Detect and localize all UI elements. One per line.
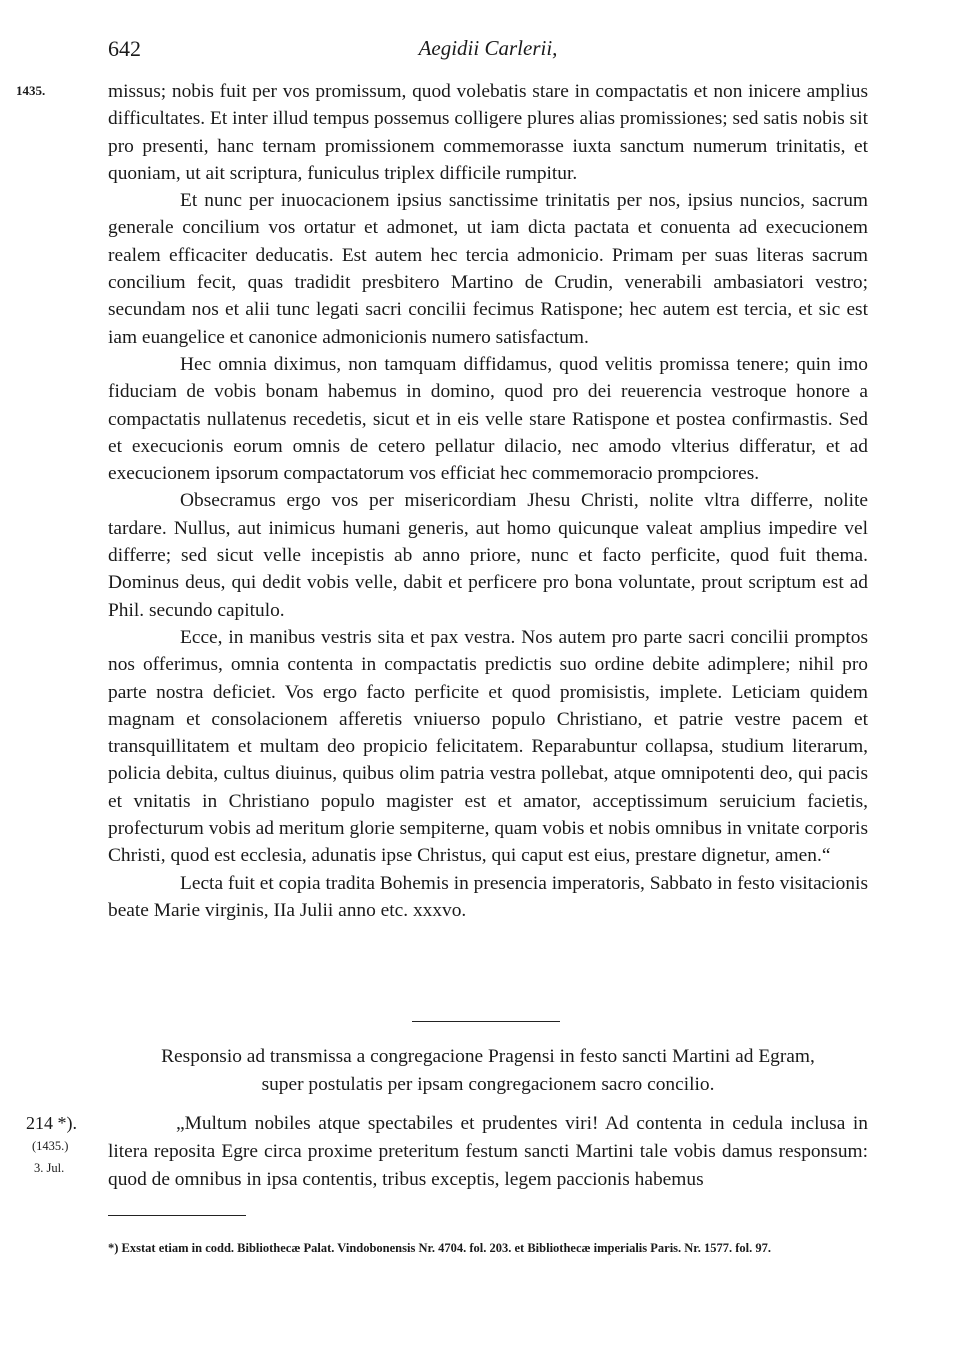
running-title: Aegidii Carlerii, <box>418 36 558 60</box>
paragraph: missus; nobis fuit per vos promissum, quod volebatis stare in compactatis et non inicere amplius difficultates. Et inter illud tempus possemus colligere plures alias promissiones; sed satis nobis sit pro presenti, hanc ternam promissionem commemorasse iuxta sanctum numerum trinitatis, et quoniam, ut ait scriptura, funiculus triplex difficile rumpitur. <box>108 81 868 184</box>
paragraph: Hec omnia diximus, non tamquam diffidamus, quod velitis promissa tenere; quin imo fiduciam de vobis bonam habemus in domino, quod pro dei reuerencia vestroque honore a compactatis nullatenus recedetis, sicut et in eis velle stare Ratispone et postea confirmastis. Sed et execucionis eorum omnis de cetero pellatur dilacio, nec amodo vlterius differatur, et ad execucionem ipsorum compactatorum vos efficiat hec commemoracio prompciores. <box>108 353 868 485</box>
document-number: 214 *). <box>26 1113 77 1133</box>
paragraph: Ecce, in manibus vestris sita et pax vestra. Nos autem pro parte sacri concilii promptos nos offerimus, omnia contenta in compactatis predictis suo ordine debite adimplere; nihil pro parte nostra deficiet. Vos ergo facto perficite et quod promisistis, implete. Leticiam quidem magnam et consolacionem afferetis vniuerso populo Christiano, et patrie vestre pacem et transquillitatem et multam deo propicio felicitatem. Reparabuntur collapsa, studium literarum, policia debita, cultus diuinus, quibus olim patria vestra pollebat, atque omnipotenti deo, qui pacis et vnitatis in Christiano populo magister est et amator, acceptissimum seruicium facietis, profecturum vobis ad meritum glorie sempiterne, quam vobis et nobis omnibus in vnitate corporis Christi, quod est ecclesia, adunatis ipse Christus, qui caput est eius, prestare dignetur, amen.“ <box>108 626 868 867</box>
main-text <box>108 78 868 924</box>
section-divider <box>412 1021 560 1022</box>
paragraph: Obsecramus ergo vos per misericordiam Jhesu Christi, nolite vltra differre, nolite tardare. Nullus, aut inimicus humani generis, aut homo quicunque valeat amplius impedire vel differre; sed sicut velle incepistis ab anno priore, nunc et facto perficite, quod fuit thema. Dominus deus, qui dedit vobis velle, dabit et perficere pro bona voluntate, prout scriptum est ad Phil. secundo capitulo. <box>108 490 868 621</box>
letter-paragraph: „Multum nobiles atque spectabiles et prudentes viri! Ad contenta in cedula inclusa in litera reposita Egre circa proxime preteritum festum sancti Martini tale vobis damus responsum: quod de omnibus in ipsa contentis, tribus exceptis, legem paccionis habemus <box>108 1113 868 1190</box>
document-year: (1435.) <box>32 1139 69 1153</box>
paragraph: Et nunc per inuocacionem ipsius sanctissime trinitatis per nos, ipsius nuncios, sacrum generale concilium vos ortatur et admonet, ut iam dicta pactata et conuenta ad execucionem realem efficaciter deducatis. Est autem hec tercia admonicio. Primam per suas literas sacrum concilium fecit, quas tradidit presbitero Martino de Crudin, venerabili ambasiatori vestro; secundam nos et alii tunc legati sacri concilii fecimus Ratispone; hec autem est tercia, et sic est iam euangelice et canonice admonicionis numero satisfactum. <box>108 190 868 348</box>
section-heading <box>108 1043 868 1099</box>
page-number: 642 <box>108 36 141 61</box>
margin-year-note: 1435. <box>16 83 46 98</box>
paragraph: Lecta fuit et copia tradita Bohemis in presencia imperatoris, Sabbato in festo visitacionis beate Marie virginis, IIa Julii anno etc. xxxvo. <box>108 872 868 921</box>
document-date: 3. Jul. <box>34 1161 65 1175</box>
section-heading-line: super postulatis per ipsam congregacionem sacro concilio. <box>261 1074 715 1095</box>
section-heading-line: Responsio ad transmissa a congregacione Pragensi in festo sancti Martini ad Egram, <box>161 1046 815 1067</box>
page-header <box>108 36 868 66</box>
footnote-divider <box>108 1215 246 1216</box>
letter-text <box>108 1110 868 1194</box>
footnote: *) Exstat etiam in codd. Bibliothecæ Palat. Vindobonensis Nr. 4704. fol. 203. et Bibliothecæ imperialis Paris. Nr. 1577. fol. 97. <box>108 1241 771 1255</box>
